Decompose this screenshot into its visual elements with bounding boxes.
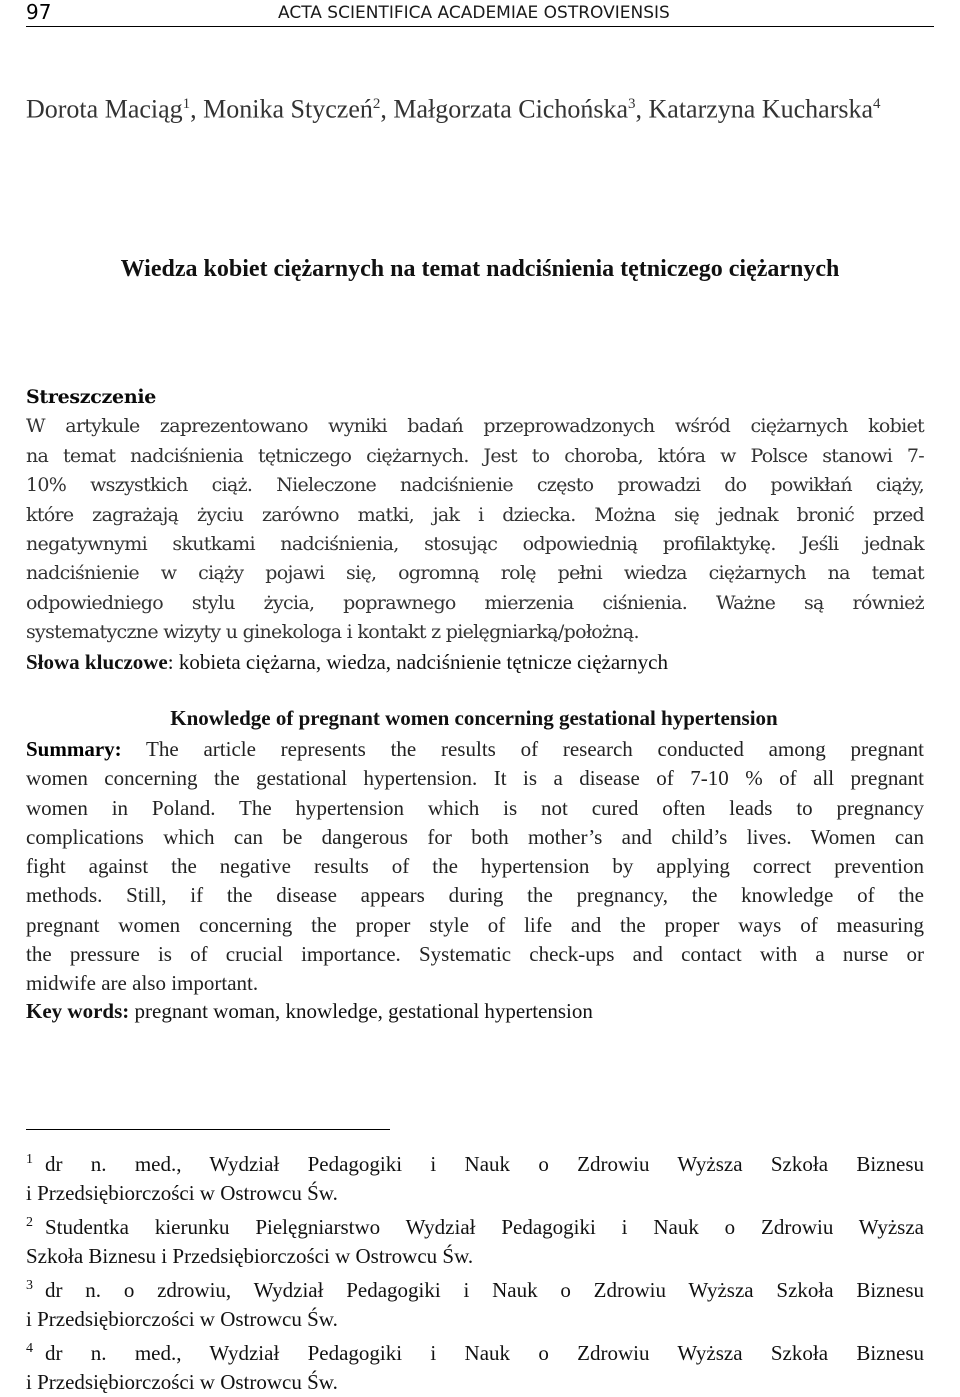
keywords-text: : kobieta ciężarna, wiedza, nadciśnienie tętnicze ciężarnych [167, 650, 668, 674]
footnote-text: Studentka kierunku Pielęgniarstwo Wydział Pedagogiki i Nauk o Zdrowiu Wyższa [45, 1215, 924, 1239]
summary-text: The article represents the results of research conducted among pregnant [121, 737, 924, 761]
keywords-label: Słowa kluczowe [26, 650, 168, 674]
running-header [26, 0, 934, 27]
abstract-line: odpowiedniego stylu życia, poprawnego mierzenia ciśnienia. Ważne są również [26, 591, 924, 614]
journal-title: ACTA SCIENTIFICA ACADEMIAE OSTROVIENSIS [278, 3, 670, 23]
footnote-text: i Przedsiębiorczości w Ostrowcu Św. [26, 1370, 338, 1394]
keywords-text: pregnant woman, knowledge, gestational hypertension [129, 999, 593, 1023]
footnote [26, 1334, 924, 1397]
summary-line: the pressure is of crucial importance. Systematic check-ups and contact with a nurse or [26, 942, 924, 967]
footnote-number: 4 [26, 1341, 33, 1356]
footnote [26, 1208, 924, 1271]
author-affiliation-marker: 1 [182, 96, 191, 112]
abstract-line: na temat nadciśnienia tętniczego ciężarnych. Jest to choroba, która w Polsce stanowi 7- [26, 444, 924, 467]
footnote-number: 3 [26, 1278, 33, 1293]
keywords-english [26, 997, 924, 1026]
footnote [26, 1271, 924, 1334]
author-affiliation-marker: 3 [628, 96, 636, 112]
abstract-line: nadciśnienie w ciąży pojawi się, ogromną rolę pełni wiedza ciężarnych na temat [26, 562, 924, 585]
footnotes [26, 1145, 924, 1397]
footnote-text: dr n. med., Wydział Pedagogiki i Nauk o Zdrowiu Wyższa Szkoła Biznesu [45, 1152, 924, 1176]
footnote-divider [26, 1129, 390, 1130]
article-title-english: Knowledge of pregnant women concerning gestational hypertension [170, 706, 778, 730]
summary-line: methods. Still, if the disease appears during the pregnancy, the knowledge of the [26, 883, 924, 908]
summary-label: Summary: [26, 737, 122, 761]
abstract-heading: Streszczenie [26, 386, 157, 408]
summary-line: women concerning the gestational hypertension. It is a disease of 7-10 % of all pregnant [26, 766, 924, 791]
summary-english [26, 735, 924, 999]
abstract-line: systematyczne wizyty u ginekologa i kontakt z pielęgniarką/położną. [26, 621, 639, 644]
author-affiliation-marker: 4 [873, 96, 881, 112]
summary-line: pregnant women concerning the proper style of life and the proper ways of measuring [26, 912, 924, 937]
author-name: Katarzyna Kucharska [648, 94, 874, 124]
abstract-line: negatywnymi skutkami nadciśnienia, stosując odpowiednią profilaktykę. Jeśli jednak [26, 533, 924, 556]
author-list: Dorota Maciąg$^1$, Monika Styczeń$^2$, Małgorzata Cichońska$^3$, Katarzyna Kucharska$^4$ [26, 94, 881, 124]
summary-line: fight against the negative results of the hypertension by applying correct prevention [26, 854, 924, 879]
footnote [26, 1145, 924, 1208]
author-name: Małgorzata Cichońska [393, 94, 629, 124]
author-name: Dorota Maciąg [26, 94, 183, 124]
keywords-label: Key words: [26, 999, 130, 1023]
author-affiliation-marker: 2 [372, 96, 381, 112]
footnote-text: dr n. med., Wydział Pedagogiki i Nauk o Zdrowiu Wyższa Szkoła Biznesu [45, 1341, 924, 1365]
footnote-number: 2 [26, 1215, 33, 1230]
abstract-polish [26, 383, 924, 648]
summary-line: women in Poland. The hypertension which is not cured often leads to pregnancy [26, 795, 924, 820]
summary-line: midwife are also important. [26, 971, 259, 996]
abstract-line: 10% wszystkich ciąż. Nieleczone nadciśnienie często prowadzi do powikłań ciąży, [26, 474, 924, 497]
author-name: Monika Styczeń [203, 94, 373, 124]
summary-line: complications which can be dangerous for both mother’s and child’s lives. Women can [26, 824, 924, 849]
footnote-text: Szkoła Biznesu i Przedsiębiorczości w Ostrowcu Św. [26, 1244, 474, 1268]
summary-line [26, 735, 924, 764]
page-number: 97 [26, 0, 52, 24]
footnote-text: i Przedsiębiorczości w Ostrowcu Św. [26, 1181, 338, 1205]
article-title-polish: Wiedza kobiet ciężarnych na temat nadciśnienia tętniczego ciężarnych [120, 256, 840, 282]
footnote-text: i Przedsiębiorczości w Ostrowcu Św. [26, 1307, 338, 1331]
footnote-number: 1 [26, 1152, 33, 1167]
abstract-line: które zagrażają życiu zarówno matki, jak i dziecka. Można się jednak bronić przed [26, 503, 924, 526]
abstract-line: W artykule zaprezentowano wyniki badań przeprowadzonych wśród ciężarnych kobiet [26, 415, 924, 438]
keywords-polish [26, 648, 924, 677]
footnote-text: dr n. o zdrowiu, Wydział Pedagogiki i Nauk o Zdrowiu Wyższa Szkoła Biznesu [45, 1278, 924, 1302]
